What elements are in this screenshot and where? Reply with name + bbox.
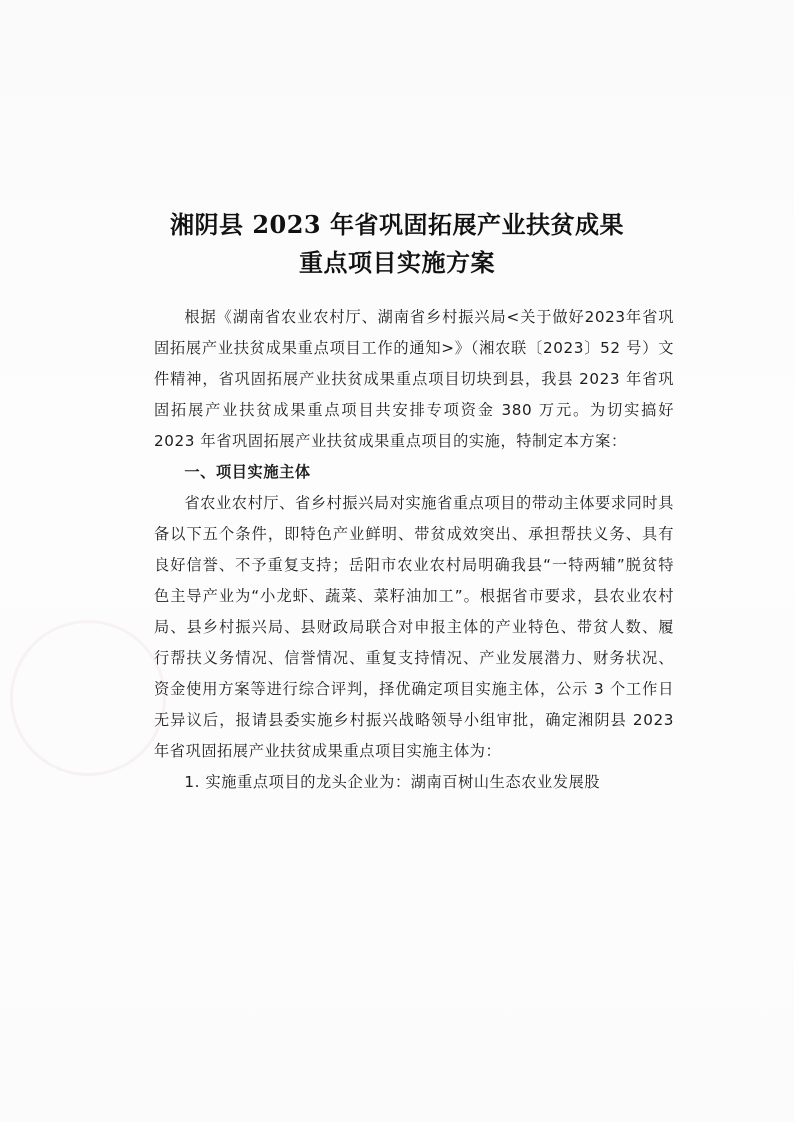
document-title-line2: 重点项目实施方案 xyxy=(299,248,495,277)
section-heading-implementation-subject: 一、项目实施主体 xyxy=(184,463,311,481)
faint-seal-shadow xyxy=(10,620,166,776)
document-body xyxy=(154,302,674,798)
list-item-1: 1. 实施重点项目的龙头企业为：湖南百树山生态农业发展股 xyxy=(184,773,601,791)
paragraph-intro: 根据《湖南省农业农村厅、湖南省乡村振兴局<关于做好2023年省巩固拓展产业扶贫成果重点项目工作的通知>》（湘农联〔2023〕52 号）文件精神，省巩固拓展产业扶贫成果重点项目切块到县，我县 2023 年省巩固拓展产业扶贫成果重点项目共安排专项资金 380 万元。为切实搞好 2023 年省巩固拓展产业扶贫成果重点项目的实施，特制定本方案： xyxy=(154,308,674,450)
document-title-line1: 湘阴县 2023 年省巩固拓展产业扶贫成果 xyxy=(169,210,624,239)
paragraph-implementation-subject: 省农业农村厅、省乡村振兴局对实施省重点项目的带动主体要求同时具备以下五个条件，即特色产业鲜明、带贫成效突出、承担帮扶义务、具有良好信誉、不予重复支持；岳阳市农业农村局明确我县“一特两辅”脱贫特色主导产业为“小龙虾、蔬菜、菜籽油加工”。根据省市要求，县农业农村局、县乡村振兴局、县财政局联合对申报主体的产业特色、带贫人数、履行帮扶义务情况、信誉情况、重复支持情况、产业发展潜力、财务状况、资金使用方案等进行综合评判，择优确定项目实施主体，公示 3 个工作日无异议后，报请县委实施乡村振兴战略领导小组审批，确定湘阴县 2023 年省巩固拓展产业扶贫成果重点项目实施主体为： xyxy=(154,494,674,760)
